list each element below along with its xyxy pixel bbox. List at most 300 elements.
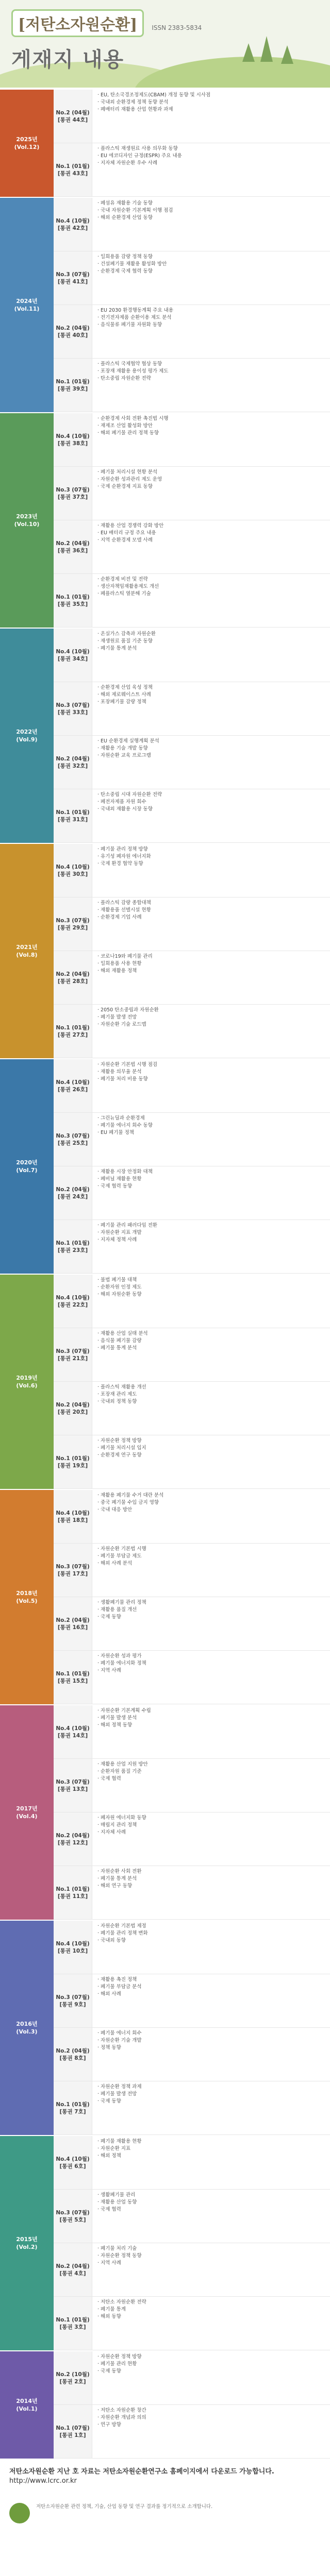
article-title: · 폐기물 처리 기술 (97, 2246, 137, 2251)
issue-number (54, 1866, 92, 1919)
issue-no: No.3 (07월) (56, 2209, 90, 2216)
article-title: · EU 순환경제 실행계획 분석 (97, 738, 159, 744)
article-title: · 해외 폐기물 관리 정책 동향 (97, 430, 159, 436)
issue-contents (92, 467, 330, 520)
issue-number (54, 143, 92, 196)
issue-volume: [통권 3호] (59, 2324, 86, 2330)
article-title: · 음식물류 폐기물 자원화 동향 (97, 322, 162, 328)
issue-contents (92, 1651, 330, 1704)
article-title: · 순환경제 국제 협력 동향 (97, 268, 153, 274)
issue-row (54, 1544, 330, 1597)
issue-number (54, 2028, 92, 2081)
issue-contents (92, 359, 330, 412)
issue-contents (92, 1275, 330, 1328)
issue-contents (92, 2405, 330, 2458)
article-title: · 정책 동향 (97, 2045, 121, 2050)
issue-number (54, 1275, 92, 1328)
issue-volume: [통권 39호] (57, 385, 88, 392)
issue-contents (92, 1597, 330, 1650)
issue-row (54, 198, 330, 251)
year-group (0, 197, 330, 412)
issue-volume: [통권 21호] (57, 1355, 88, 1362)
article-title: · 자원순환 정책 방향 (97, 1438, 142, 1444)
issue-row (54, 951, 330, 1005)
issue-no: No.3 (07월) (56, 271, 90, 278)
issue-contents (92, 520, 330, 573)
year-label: 2016년 (Vol.3) (0, 1921, 54, 2135)
issue-contents (92, 305, 330, 358)
issue-row (54, 1382, 330, 1435)
article-title: · 폐플라스틱 열분해 기술 (97, 591, 151, 597)
issue-no: No.3 (07월) (56, 486, 90, 493)
article-title: · 폐기물 통계 분석 (97, 1345, 137, 1351)
issue-no: No.1 (01월) (56, 2101, 90, 2108)
issue-volume: [통권 11호] (57, 1893, 88, 1900)
article-title: · 국제 동향 (97, 2368, 121, 2374)
issue-number (54, 305, 92, 358)
issue-row (54, 897, 330, 951)
issue-number (54, 1812, 92, 1866)
article-title: · EU 폐기물 정책 (97, 1130, 134, 1136)
article-title: · 재활용품 선별시설 현황 (97, 907, 151, 913)
year-label: 2018년 (Vol.5) (0, 1490, 54, 1704)
issue-number (54, 467, 92, 520)
article-title: · 유기성 폐자원 에너지화 (97, 854, 151, 859)
issue-number (54, 1220, 92, 1273)
issue-number (54, 1166, 92, 1219)
issue-row (54, 629, 330, 682)
issue-number (54, 1651, 92, 1704)
year-label: 2020년 (Vol.7) (0, 1059, 54, 1274)
issue-number (54, 2405, 92, 2458)
issue-number (54, 2351, 92, 2404)
issue-row (54, 1275, 330, 1328)
article-title: · 폐기물 재활용 현황 (97, 2139, 142, 2144)
issue-volume: [통권 22호] (57, 1301, 88, 1308)
issue-row (54, 1220, 330, 1274)
year-group (0, 2350, 330, 2459)
issue-no: No.1 (01월) (56, 594, 90, 600)
article-title: · 온실가스 감축과 자원순환 (97, 631, 156, 637)
issue-volume: [통권 2호] (59, 2378, 86, 2385)
article-title: · 저탄소 자원순환 전략 (97, 2299, 146, 2305)
article-title: · 해외 정책 (97, 2153, 121, 2159)
issue-number (54, 1921, 92, 1974)
issue-no: No.4 (10월) (56, 2156, 90, 2162)
issue-no: No.1 (01월) (56, 163, 90, 170)
issue-row (54, 682, 330, 736)
article-title: · 지자체 사례 (97, 1829, 126, 1835)
issue-no: No.2 (10월) (56, 2371, 90, 2378)
issue-contents (92, 682, 330, 735)
issue-contents (92, 2081, 330, 2134)
year-group (0, 1274, 330, 1489)
article-title: · 순환경제 기업 사례 (97, 914, 142, 920)
issue-number (54, 789, 92, 842)
article-title: · 불법 폐기물 대책 (97, 1277, 137, 1283)
issue-volume: [통권 44호] (57, 116, 88, 123)
issue-row (54, 1651, 330, 1704)
issue-contents (92, 574, 330, 627)
issue-no: No.2 (04월) (56, 325, 90, 331)
issue-number (54, 897, 92, 951)
article-title: · 폐전자제품 자원 회수 (97, 799, 146, 805)
issue-no: No.3 (07월) (56, 1348, 90, 1354)
issue-number (54, 251, 92, 304)
issue-row (54, 2136, 330, 2190)
issue-volume: [통권 42호] (57, 225, 88, 231)
issue-contents (92, 1921, 330, 1974)
article-title: · 국제 환경 협약 동향 (97, 861, 143, 867)
article-title: · 국내외 재활용 시장 동향 (97, 806, 153, 812)
tree-icon (242, 43, 255, 62)
issue-number (54, 413, 92, 466)
issue-number (54, 1974, 92, 2027)
issue-row (54, 736, 330, 789)
article-title: · 국제 순환경제 지표 동향 (97, 484, 153, 489)
issue-number (54, 1435, 92, 1488)
article-title: · 폐기물 부담금 제도 (97, 1553, 142, 1559)
article-title: · 자원순환 기본법 시행 점검 (97, 1062, 158, 1067)
issue-volume: [통권 1호] (59, 2432, 86, 2438)
article-title: · 폐기물 처리 비용 동향 (97, 1076, 148, 1082)
issue-row (54, 2028, 330, 2081)
issue-number (54, 844, 92, 897)
issue-no: No.2 (04월) (56, 540, 90, 547)
issue-number (54, 1059, 92, 1112)
article-title: · 폐기물 에너지 회수 (97, 2030, 142, 2036)
issue-number (54, 682, 92, 735)
article-title: · 자원순환 사회 전환 (97, 1869, 142, 1874)
issue-volume: [통권 4호] (59, 2270, 86, 2277)
issue-contents (92, 789, 330, 842)
issue-contents (92, 90, 330, 143)
article-title: · 해외 사례 (97, 1991, 121, 1997)
issue-volume: [통권 17호] (57, 1570, 88, 1577)
issue-volume: [통권 7호] (59, 2108, 86, 2115)
issue-no: No.3 (07월) (56, 1563, 90, 1570)
issue-no: No.3 (07월) (56, 702, 90, 708)
article-title: · 탄소중립 자원순환 전략 (97, 376, 151, 381)
article-title: · 국제 협력 (97, 1776, 121, 1782)
article-title: · 코로나19와 폐기물 관리 (97, 954, 153, 959)
article-title: · 지역 순환경제 모델 사례 (97, 537, 153, 543)
issue-volume: [통권 28호] (57, 978, 88, 985)
issue-number (54, 520, 92, 573)
issue-contents (92, 251, 330, 304)
article-title: · 폐기물 에너지화 정책 (97, 1660, 146, 1666)
issue-no: No.2 (04월) (56, 1832, 90, 1839)
issue-contents (92, 2297, 330, 2350)
issue-contents (92, 844, 330, 897)
article-title: · 폐기물 관리 패러다임 전환 (97, 1223, 158, 1228)
issue-volume: [통권 6호] (59, 2163, 86, 2170)
issue-contents (92, 1759, 330, 1812)
issue-contents (92, 1328, 330, 1381)
article-title: · 폐섬유 재활용 기술 동향 (97, 200, 153, 206)
issue-row (54, 1166, 330, 1220)
issue-volume: [통권 5호] (59, 2216, 86, 2223)
issue-no: No.3 (07월) (56, 917, 90, 924)
year-label: 2017년 (Vol.4) (0, 1705, 54, 1920)
article-title: · 일회용품 감량 정책 동향 (97, 254, 153, 260)
issue-number (54, 198, 92, 251)
issue-row (54, 2243, 330, 2297)
footer-notice: 저탄소자원순환 지난 호 자료는 저탄소자원순환연구소 홈페이지에서 다운로드 가능합니다. (9, 2468, 274, 2476)
issue-row (54, 251, 330, 305)
issue-row (54, 90, 330, 143)
article-title: · 폐기물 관리 정책 방향 (97, 846, 148, 852)
year-group (0, 2135, 330, 2350)
issue-volume: [통권 23호] (57, 1247, 88, 1253)
article-title: · 자원순환 개념과 의의 (97, 2415, 146, 2420)
article-title: · 플라스틱 국제협약 협상 동향 (97, 361, 162, 367)
issue-no: No.2 (04월) (56, 109, 90, 116)
issue-volume: [통권 29호] (57, 924, 88, 931)
issue-volume: [통권 38호] (57, 440, 88, 447)
lcrc-logo-icon (9, 2503, 30, 2523)
issue-no: No.1 (01월) (56, 1024, 90, 1031)
issue-row (54, 2297, 330, 2350)
issue-contents (92, 1113, 330, 1166)
article-title: · 재활용 품질 개선 (97, 1607, 137, 1613)
issue-volume: [통권 41호] (57, 278, 88, 285)
issue-row (54, 844, 330, 897)
year-label: 2024년 (Vol.11) (0, 198, 54, 412)
article-title: · 지자체 자원순환 우수 사례 (97, 160, 158, 166)
issue-no: No.1 (01월) (56, 1886, 90, 1892)
issn-label: ISSN 2383-5834 (152, 24, 202, 31)
issue-volume: [통권 36호] (57, 547, 88, 554)
issue-contents (92, 897, 330, 951)
issue-contents (92, 1220, 330, 1273)
issue-volume: [통권 8호] (59, 2055, 86, 2061)
issue-no: No.1 (07월) (56, 2425, 90, 2431)
article-title: · 폐기물 관리 현황 (97, 2361, 137, 2367)
article-title: · EU 2030 환경행동계획 주요 내용 (97, 308, 174, 313)
issue-volume: [통권 43호] (57, 170, 88, 177)
year-label: 2019년 (Vol.6) (0, 1275, 54, 1489)
article-title: · 재활용 촉진 정책 (97, 1977, 137, 1982)
article-title: · 그린뉴딜과 순환경제 (97, 1115, 145, 1121)
article-title: · 지자체 정책 사례 (97, 1237, 137, 1243)
article-title: · 국제 동향 (97, 1614, 121, 1620)
issue-volume: [통권 12호] (57, 1839, 88, 1846)
issue-no: No.1 (01월) (56, 1670, 90, 1677)
issue-no: No.4 (10월) (56, 1294, 90, 1301)
issue-contents (92, 629, 330, 682)
article-title: · 재활용 기술 개발 동향 (97, 745, 148, 751)
issue-volume: [통권 14호] (57, 1732, 88, 1739)
article-title: · 자원순환 지표 개발 (97, 1230, 142, 1235)
year-group (0, 1920, 330, 2135)
issue-row (54, 1597, 330, 1651)
issue-volume: [통권 16호] (57, 1624, 88, 1631)
brand-label: [저탄소자원순환] (11, 9, 144, 37)
issue-no: No.4 (10월) (56, 1940, 90, 1947)
issue-volume: [통권 30호] (57, 871, 88, 877)
article-title: · 저탄소 자원순환 창간 (97, 2408, 146, 2413)
article-title: · 순환경제 산업 육성 정책 (97, 685, 153, 690)
article-title: · 국내외 정책 동향 (97, 1399, 137, 1404)
issue-row (54, 1705, 330, 1759)
article-title: · 폐기물 발생 전망 (97, 2091, 137, 2097)
article-title: · 재활용 시장 안정화 대책 (97, 1169, 153, 1175)
article-title: · 자원순환 정책 과제 (97, 2084, 142, 2090)
article-title: · 플라스틱 감량 종합대책 (97, 900, 151, 906)
issue-number (54, 359, 92, 412)
article-title: · 해외 순환경제 산업 동향 (97, 215, 153, 221)
article-title: · 해외 연구 동향 (97, 1883, 133, 1889)
issue-number (54, 1005, 92, 1058)
issue-no: No.2 (04월) (56, 1186, 90, 1193)
title-block (11, 9, 202, 73)
issue-number (54, 951, 92, 1004)
article-title: · 자원순환 성과관리 제도 운영 (97, 477, 162, 482)
article-title: · 폐기물 관리 정책 변화 (97, 1930, 148, 1936)
article-title: · 자원순환 기술 개발 (97, 2038, 142, 2043)
issue-contents (92, 2351, 330, 2404)
article-title: · 중국 폐기물 수입 금지 영향 (97, 1500, 159, 1505)
issue-row (54, 789, 330, 843)
issue-no: No.2 (04월) (56, 1401, 90, 1408)
issue-number (54, 2297, 92, 2350)
footer (0, 2459, 330, 2576)
issue-number (54, 1328, 92, 1381)
issue-number (54, 574, 92, 627)
article-title: · 자원순환 기술 로드맵 (97, 1022, 146, 1027)
issue-number (54, 1759, 92, 1812)
issue-no: No.1 (01월) (56, 1455, 90, 1462)
issue-no: No.1 (01월) (56, 809, 90, 816)
article-title: · 자원순환 성과 평가 (97, 1653, 142, 1659)
article-title: · 순환경제 연구 동향 (97, 1452, 142, 1458)
article-title: · 국제 동향 (97, 2098, 121, 2104)
article-title: · 순환경제 사회 전환 촉진법 시행 (97, 416, 169, 421)
issue-contents (92, 1005, 330, 1058)
issue-volume: [통권 34호] (57, 655, 88, 662)
year-label: 2023년 (Vol.10) (0, 413, 54, 628)
article-title: · 재활용 폐기물 수거 대란 분석 (97, 1493, 164, 1498)
issue-volume: [통권 27호] (57, 1031, 88, 1038)
year-group (0, 628, 330, 843)
article-title: · 지역 사례 (97, 1668, 121, 1673)
article-title: · 국내 대응 방안 (97, 1507, 133, 1513)
issue-row (54, 520, 330, 574)
issue-row (54, 2351, 330, 2405)
issue-volume: [통권 25호] (57, 1140, 88, 1146)
issue-no: No.3 (07월) (56, 1778, 90, 1785)
issue-row (54, 143, 330, 197)
issue-contents (92, 198, 330, 251)
issue-contents (92, 1059, 330, 1112)
year-label: 2015년 (Vol.2) (0, 2136, 54, 2350)
issue-no: No.4 (10월) (56, 1510, 90, 1516)
issue-row (54, 1759, 330, 1812)
issue-row (54, 1812, 330, 1866)
issue-row (54, 1974, 330, 2028)
issue-row (54, 1005, 330, 1058)
article-title: · EU 에코디자인 규정(ESPR) 주요 내용 (97, 153, 182, 159)
issue-number (54, 1490, 92, 1543)
issue-number (54, 2081, 92, 2134)
article-title: · 생활폐기물 관리 (97, 2192, 136, 2198)
article-title: · 폐기물 발생 전망 (97, 1014, 137, 1020)
year-group (0, 1704, 330, 1920)
article-title: · 포장재 재활용 용이성 평가 제도 (97, 368, 169, 374)
article-title: · 음식물 폐기물 감량 (97, 1338, 142, 1344)
issue-no: No.4 (10월) (56, 863, 90, 870)
issue-contents (92, 2190, 330, 2243)
issue-contents (92, 951, 330, 1004)
issue-row (54, 574, 330, 628)
article-title: · 생활폐기물 관리 정책 (97, 1600, 146, 1605)
article-title: · 순환자원 품질 기준 (97, 1769, 142, 1774)
article-title: · 플라스틱 재생원료 사용 의무화 동향 (97, 146, 178, 151)
issue-row (54, 2081, 330, 2135)
article-title: · EU 배터리 규정 주요 내용 (97, 530, 156, 536)
article-title: · 해외 재활용 정책 (97, 968, 137, 974)
article-title: · 재활용 산업 경쟁력 강화 방안 (97, 523, 164, 529)
issue-volume: [통권 24호] (57, 1193, 88, 1200)
article-title: · 폐비닐 재활용 현황 (97, 1176, 142, 1182)
issue-number (54, 1597, 92, 1650)
issue-number (54, 1382, 92, 1435)
article-title: · 건설폐기물 재활용 활성화 방안 (97, 261, 167, 267)
issue-volume: [통권 13호] (57, 1786, 88, 1792)
footer-link[interactable]: http://www.lcrc.or.kr (9, 2477, 77, 2485)
article-title: · EU, 탄소국경조정제도(CBAM) 개정 동향 및 시사점 (97, 92, 211, 98)
article-title: · 자원순환 정책 방향 (97, 2354, 142, 2360)
issue-no: No.2 (04월) (56, 1617, 90, 1623)
issue-volume: [통권 37호] (57, 494, 88, 500)
issue-contents (92, 736, 330, 789)
issue-volume: [통권 15호] (57, 1677, 88, 1684)
footer-description: 저탄소자원순환 관련 정책, 기술, 산업 동향 및 연구 결과를 정기적으로 소개합니다. (36, 2504, 213, 2510)
issue-list (0, 89, 330, 2459)
article-title: · 전기전자제품 순환이용 제도 분석 (97, 315, 172, 320)
issue-row (54, 1921, 330, 1974)
article-title: · 순환경제 비전 및 전략 (97, 577, 148, 582)
year-group (0, 1489, 330, 1704)
issue-row (54, 1866, 330, 1920)
article-title: · 연구 방향 (97, 2422, 121, 2428)
issue-volume: [통권 33호] (57, 709, 88, 716)
issue-no: No.2 (04월) (56, 755, 90, 762)
article-title: · 해외 정책 동향 (97, 1722, 133, 1728)
issue-contents (92, 2136, 330, 2189)
issue-contents (92, 1544, 330, 1597)
issue-row (54, 1059, 330, 1113)
article-title: · 재활용 의무율 분석 (97, 1069, 142, 1075)
issue-row (54, 467, 330, 520)
article-title: · 자원순환 기본법 제정 (97, 1923, 146, 1929)
issue-volume: [통권 20호] (57, 1409, 88, 1415)
issue-row (54, 1328, 330, 1382)
article-title: · 자원순환 지표 (97, 2146, 131, 2151)
article-title: · 폐기물 통계 분석 (97, 1876, 137, 1882)
issue-number (54, 90, 92, 143)
article-title: · 재활용 산업 동향 (97, 2199, 137, 2205)
article-title: · 해외 동향 (97, 2314, 121, 2319)
issue-row (54, 1113, 330, 1166)
article-title: · 순환자원 인정 제도 (97, 1284, 142, 1290)
issue-number (54, 2243, 92, 2296)
issue-no: No.3 (07월) (56, 1994, 90, 2001)
article-title: · 재활용 산업 지원 방안 (97, 1761, 148, 1767)
year-label: 2022년 (Vol.9) (0, 629, 54, 843)
article-title: · 2050 탄소중립과 자원순환 (97, 1007, 159, 1013)
